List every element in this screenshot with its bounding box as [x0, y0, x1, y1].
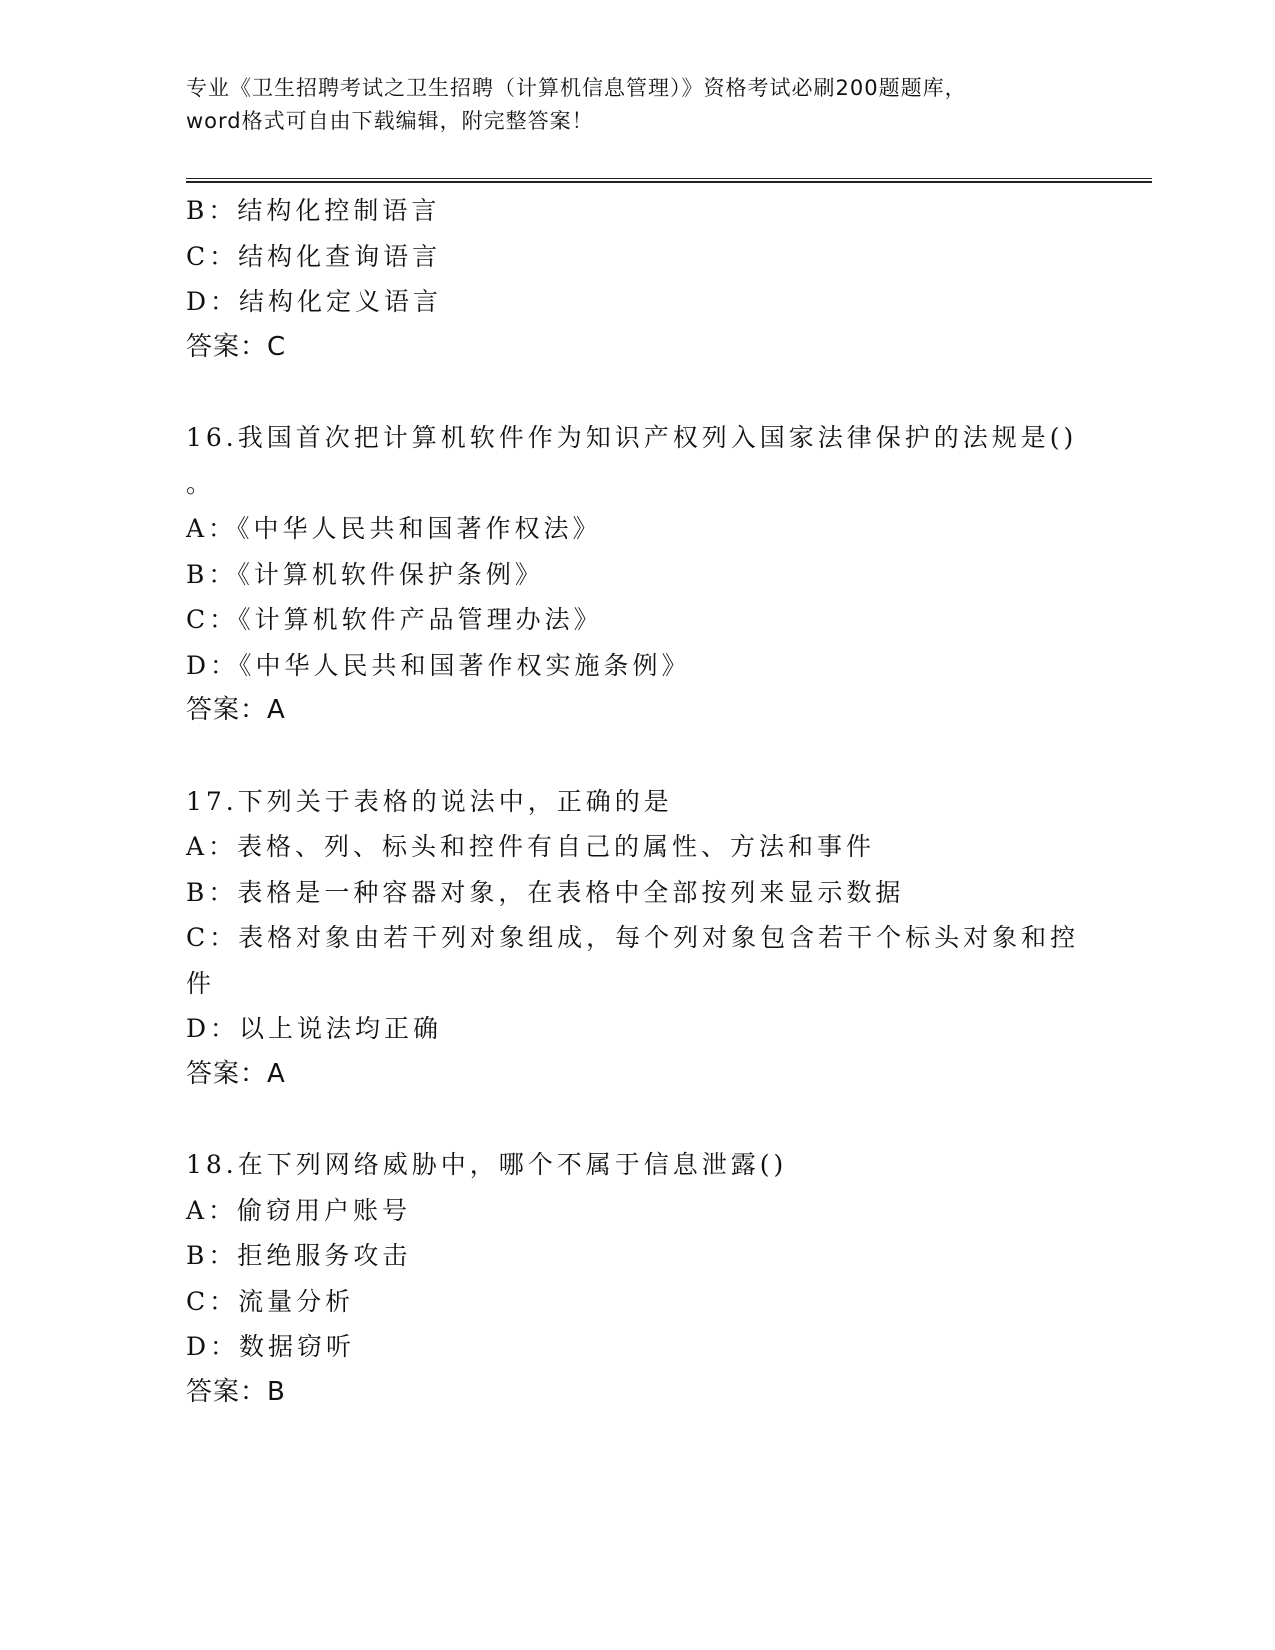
option-a: A：《中华人民共和国著作权法》 — [186, 514, 602, 543]
option-b: B：《计算机软件保护条例》 — [186, 559, 544, 589]
option-b: B：结构化控制语言 — [186, 196, 441, 225]
question-spacer — [186, 734, 1086, 779]
question-16 — [186, 415, 1086, 734]
option-b: B：表格是一种容器对象，在表格中全部按列来显示数据 — [186, 877, 905, 907]
question-spacer — [186, 1097, 1086, 1142]
question-15-tail — [186, 188, 1086, 370]
answer-line: 答案：A — [186, 695, 286, 725]
question-stem: 18.在下列网络威胁中，哪个不属于信息泄露() — [186, 1150, 788, 1179]
option-a: A：偷窃用户账号 — [186, 1195, 412, 1225]
header-line-1: 专业《卫生招聘考试之卫生招聘（计算机信息管理）》资格考试必刷200题题库， — [186, 76, 967, 100]
option-c: C：流量分析 — [186, 1286, 355, 1316]
question-17 — [186, 779, 1086, 1098]
question-stem: 17.下列关于表格的说法中，正确的是 — [186, 786, 673, 816]
question-stem-continued: 。 — [186, 468, 216, 498]
question-18 — [186, 1142, 1086, 1415]
answer-line: 答案：A — [186, 1058, 286, 1089]
answer-line: 答案：B — [186, 1376, 286, 1407]
option-c: C：《计算机软件产品管理办法》 — [186, 605, 603, 634]
header-line-2: word格式可自由下载编辑，附完整答案！ — [186, 109, 594, 133]
option-d: D：结构化定义语言 — [186, 287, 443, 316]
option-d: D：《中华人民共和国著作权实施条例》 — [186, 650, 691, 680]
option-d: D：数据窃听 — [186, 1332, 356, 1361]
option-b: B：拒绝服务攻击 — [186, 1241, 412, 1270]
option-c: C：结构化查询语言 — [186, 241, 442, 271]
document-header — [186, 72, 1086, 138]
question-list — [186, 188, 1086, 1415]
option-a: A：表格、列、标头和控件有自己的属性、方法和事件 — [186, 832, 876, 861]
answer-line: 答案：C — [186, 331, 287, 362]
header-divider — [186, 178, 1152, 183]
question-spacer — [186, 370, 1086, 415]
question-stem: 16.我国首次把计算机软件作为知识产权列入国家法律保护的法规是() — [186, 423, 1078, 452]
option-d: D：以上说法均正确 — [186, 1014, 443, 1043]
option-c-continued: 件 — [186, 968, 216, 998]
option-c: C：表格对象由若干列对象组成，每个列对象包含若干个标头对象和控 — [186, 923, 1080, 952]
